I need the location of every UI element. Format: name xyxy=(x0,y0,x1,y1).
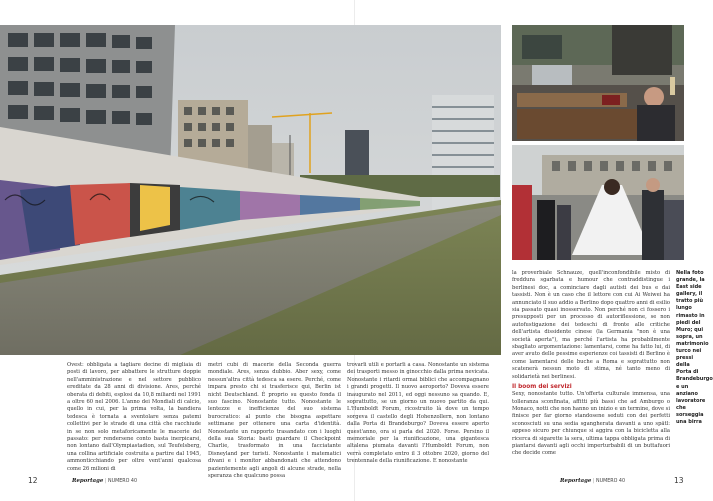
issue-number: NUMERO 40 xyxy=(107,479,137,484)
article-column-4 xyxy=(512,270,670,458)
worker-drinking-beer-photo xyxy=(512,25,684,141)
article-column-2 xyxy=(208,362,341,481)
article-text: la proverbiale Schnauze, quell'inconfondibile misto di freddura sgarbata e humour che contraddistingue i berlinesi doc, a cominciare dagli autisti dei bus e dai tassisti. Non è un caso che il lettore con cui Ai Weiwei ha annunciato il suo addio a Berlino dopo quattro anni di esilio sia passato quasi inosservato. Non perché non ci fossero i presupposti per un processo di autoriflessione, se non autofustigazione dei tedeschi di fronte alle critiche dell'artista dissidente cinese (la Germania "non è una società aperta"), ma perché l'artista ha probabilmente sbagliato argomentazione: lamentarsi, come ha fatto lui, di aver avuto delle pessime esperienze coi tassisti di Berlino è come lamentarsi delle buche a Roma e soprattutto non scatenerà nessun moto di stima, né tanto meno di solidarietà nei berlinesi. xyxy=(512,270,670,380)
article-column-3 xyxy=(347,362,489,466)
magazine-logo: Reportage xyxy=(560,478,592,484)
issue-number: NUMERO 40 xyxy=(595,479,625,484)
article-text: metri cubi di macerie della Seconda guerra mondiale. Ares, senza dubbio. Aber sexy, come nessun'altra città tedesca sa esere. Perché, come impara presto chi si trasferisce qui, Berlin ist nicht Deutschland. È proprio su questo fonda il suo fascino. Nonostante tutto. Nonostante le lentezze e inefficienze del suo sistema burocratico: al punto che bisogna aspettare settimane per ottenere una carta d'identità. Nonostante un rapporto trasandato con i luoghi della sua Storia: basti guardare il Checkpoint Charlie, trasformato in una facciatante Disneyland per turisti. Nonostante i matematici divani e i monitor abbandonati che attendono pazientemente agli angoli di alcune strade, nella speranza che qualcuno possa xyxy=(208,362,341,480)
article-text: Sexy, nonostante tutto. Un'offerta culturale immensa, una tolleranza sconfinata, affitti più bassi che ad Amburgo o Monaco, notti che non hanno un inizio e un termine, dove si finisce per far giorno standosene seduti con dei perfetti sconosciuti su una sedia sgangherata davanti a uno spätl: appeso sicuro per chiunque si aggira con la bicicletta alla ricerca di sigarette la sera, ultima tappa obbligata prima di piantarsi davanti agli occhi imperturbabili di un buttafuori che decide come xyxy=(512,391,670,457)
article-text: trovarli utili e portarli a casa. Nonostante un sistema dei trasporti messo in ginocchio dalla prima nevicata. Nonostante i ritardi ormai biblici che accompagnano i grandi progetti. Il nuovo aeroporto? Doveva essere inaugurato nel 2011, ed oggi nessuno sa quando. E, soprattutto, se un giorno un nuovo partito da qui. L'Humboldt Forum, ricostruito là dove un tempo sorgeva il castello degli Hohenzollern, non lontano dalla Porta di Brandeburgo? Doveva essere aperto quest'anno, ora si parla del 2020. Forse. Persino il memoriale per la riunificazione, una gigantesca altalena piumata davanti l'Humboldt Forum, non verrà completato entro il 3 ottobre 2020, giorno del trentennale della riunificazione. E nonostante xyxy=(347,362,489,465)
footer-right: Reportage | NUMERO 40 xyxy=(560,478,625,484)
magazine-logo: Reportage xyxy=(72,478,104,484)
article-column-1 xyxy=(67,362,201,473)
article-text: Ovest: obbligata a tagliare decine di migliaia di posti di lavoro, per abbattere le strutture doppie nell'amministrazione e nel settore pubblico ereditate da 28 anni di divisione. Ares, perché oberata di debiti, esplosi da 10,8 miliardi nel 1991 a oltre 60 nel 2006. L'anno dei Mondiali di calcio, quello in cui, per la prima volta, la bandiera tedesca è tornata a sventolare senza patemi collettivi per le strade di una città che racchiude in se non solo metaforicamente le macerie del passato: per rendersene conto basta inerpicarsi, non lontano dall'Olympiastadion, sul Teufelsberg, una collina artificiale costruita a partire dal 1945, ammonticchiando per oltre vent'anni qualcosa come 26 milioni di xyxy=(67,362,201,472)
photo-caption: Nella foto grande, la East side gallery, il tratto più lungo rimasto in piedi del Muro; qui sopra, un matrimonio turco nei pressi della Porta di Brandeburgo e un anziano lavoratore che sorseggia una birra xyxy=(676,270,713,425)
east-side-gallery-photo xyxy=(0,25,501,355)
footer-left: Reportage | NUMERO 40 xyxy=(72,478,137,484)
section-subhead: Il boom dei servizi xyxy=(512,384,572,391)
page-number-left: 12 xyxy=(28,476,38,485)
turkish-wedding-photo xyxy=(512,145,684,260)
page-number-right: 13 xyxy=(674,476,684,485)
